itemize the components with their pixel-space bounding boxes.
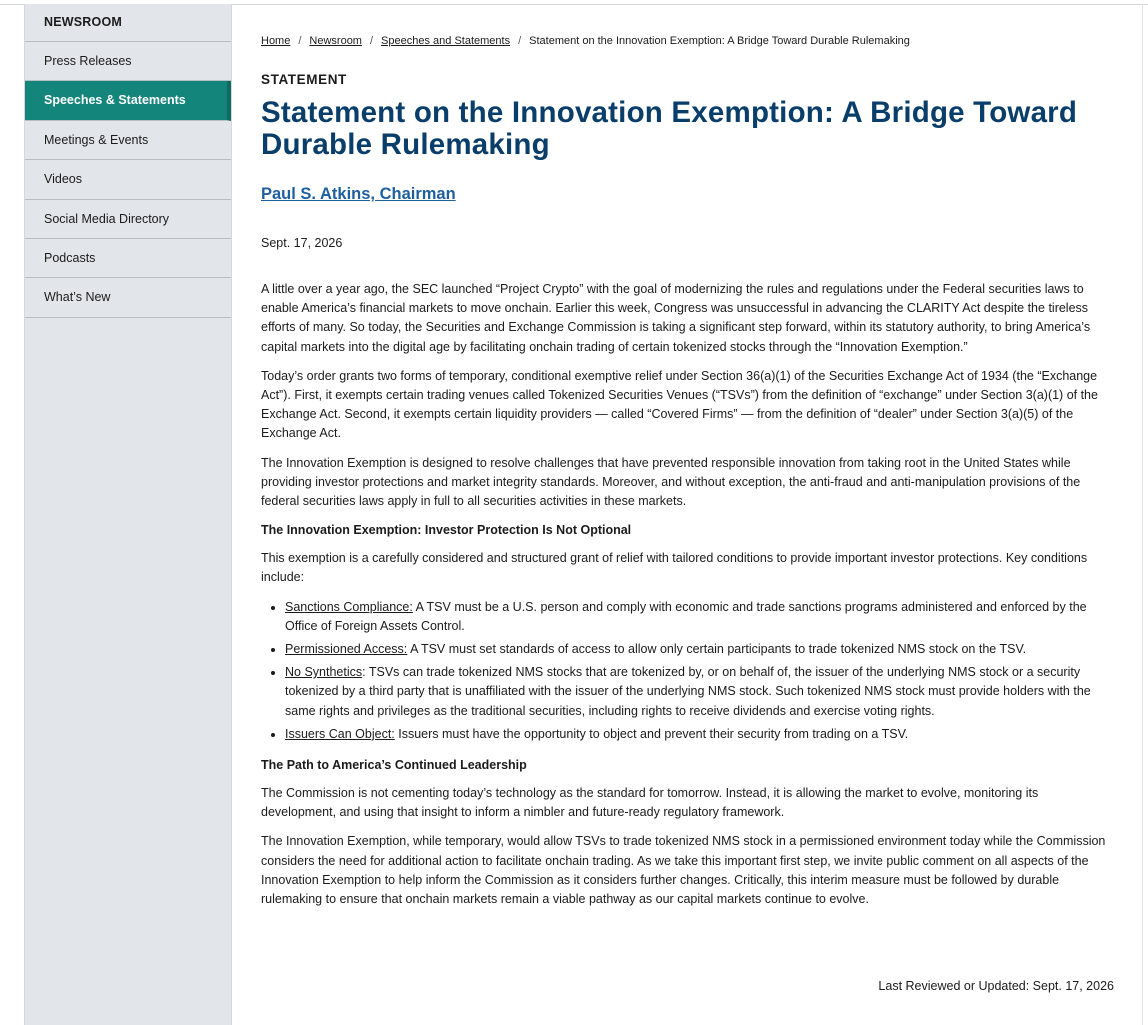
sidebar-nav — [24, 4, 232, 1025]
section-heading: The Path to America’s Continued Leadership — [261, 758, 527, 773]
sidebar-item-podcasts[interactable]: Podcasts — [25, 239, 231, 278]
list-item-text: A TSV must be a U.S. person and comply with economic and trade sanctions programs administered and enforced by the Office of Foreign Assets Control. — [285, 599, 1087, 633]
conditions-list — [261, 598, 1116, 744]
author-link[interactable]: Paul S. Atkins, Chairman — [261, 185, 456, 203]
breadcrumb-separator: / — [369, 35, 374, 47]
sidebar-item-press-releases[interactable]: Press Releases — [25, 42, 231, 81]
last-reviewed-text: Last Reviewed or Updated: Sept. 17, 2026 — [878, 979, 1114, 993]
list-item-text: A TSV must set standards of access to allow only certain participants to trade tokenized NMS stock on the TSV. — [407, 642, 1027, 657]
sidebar-item-speeches-statements[interactable]: Speeches & Statements — [25, 81, 231, 120]
paragraph: A little over a year ago, the SEC launched “Project Crypto” with the goal of modernizing the rules and regulations under the Federal securities laws to enable America’s financial markets to move onchain. Earlier this week, Congress was unsuccessful in advancing the CLARITY Act despite the tireless efforts of many. So today, the Securities and Exchange Commission is taking a significant step forward, within its statutory authority, to bring America’s capital markets into the digital age by facilitating onchain trading of certain tokenized stocks through the “Innovation Exemption.” — [261, 282, 1091, 354]
list-item-lead: Sanctions Compliance: — [285, 599, 413, 614]
list-item-lead: Issuers Can Object: — [285, 726, 395, 741]
section-heading: The Innovation Exemption: Investor Protection Is Not Optional — [261, 523, 632, 538]
sidebar-item-videos[interactable]: Videos — [25, 160, 231, 199]
sidebar-item-whats-new[interactable]: What’s New — [25, 278, 231, 317]
list-item — [285, 598, 1116, 636]
breadcrumb-newsroom-link[interactable]: Newsroom — [309, 35, 362, 47]
article-body — [261, 280, 1116, 909]
page-title: Statement on the Innovation Exemption: A Bridge Toward Durable Rulemaking — [261, 96, 1078, 161]
paragraph: The Innovation Exemption, while temporary, would allow TSVs to trade tokenized NMS stock in a permissioned environment today while the Commission considers the need for additional action to facilitate onchain trading. As we take this important first step, we invite public comment on all aspects of the Innovation Exemption to help inform the Commission as it considers further changes. Critically, this interim measure must be followed by durable rulemaking to ensure that onchain markets remain a viable pathway as our capital markets continue to evolve. — [261, 834, 1106, 907]
breadcrumb-current: Statement on the Innovation Exemption: A Bridge Toward Durable Rulemaking — [529, 35, 910, 47]
paragraph: Today’s order grants two forms of temporary, conditional exemptive relief under Section 36(a)(1) of the Securities Exchange Act of 1934 (the “Exchange Act”). First, it exempts certain trading venues called Tokenized Securities Venues (“TSVs”) from the definition of “exchange” under Section 3(a)(1) of the Exchange Act. Second, it exempts certain liquidity providers — called “Covered Firms” — from the definition of “dealer” under Section 3(a)(5) of the Exchange Act. — [261, 368, 1098, 441]
sidebar-item-meetings-events[interactable]: Meetings & Events — [25, 121, 231, 160]
list-item-lead: No Synthetics — [285, 665, 363, 680]
sidebar-heading[interactable]: NEWSROOM — [25, 4, 231, 42]
paragraph: The Commission is not cementing today’s technology as the standard for tomorrow. Instead, it is allowing the market to evolve, monitoring its development, and using that insight to inform a nimbler and future-ready regulatory framework. — [261, 786, 1039, 820]
breadcrumb-speeches-link[interactable]: Speeches and Statements — [381, 35, 511, 47]
breadcrumb-home-link[interactable]: Home — [261, 35, 291, 47]
right-divider — [1142, 4, 1143, 1025]
list-item — [285, 725, 1116, 744]
article-kicker: STATEMENT — [261, 72, 347, 87]
paragraph: This exemption is a carefully considered and structured grant of relief with tailored conditions to provide important investor protections. Key conditions include: — [261, 551, 1088, 585]
breadcrumb — [261, 30, 1116, 52]
breadcrumb-separator: / — [518, 35, 522, 47]
paragraph: The Innovation Exemption is designed to resolve challenges that have prevented responsible innovation from taking root in the United States while providing investor protections and market integrity standards. Moreover, and without exception, the anti-fraud and anti-manipulation provisions of the federal securities laws apply in full to all securities activities in these markets. — [261, 455, 1081, 509]
list-item — [285, 663, 1116, 721]
publish-date: Sept. 17, 2026 — [261, 236, 343, 250]
list-item-text: : TSVs can trade tokenized NMS stocks that are tokenized by, or on behalf of, the issuer of the underlying NMS stock or a security tokenized by a third party that is unaffiliated with the issuer of the underlying NMS stock. Such tokenized NMS stock must provide holders with the same rights and privileges as the traditional securities, including rights to receive dividends and exercise voting rights. — [285, 665, 1091, 718]
sidebar-item-social-media-directory[interactable]: Social Media Directory — [25, 200, 231, 239]
list-item-lead: Permissioned Access: — [285, 642, 408, 657]
sidebar-list — [25, 42, 231, 318]
list-item-text: Issuers must have the opportunity to object and prevent their security from trading on a TSV. — [394, 726, 909, 741]
main-content — [261, 30, 1116, 919]
list-item — [285, 640, 1116, 659]
breadcrumb-separator: / — [298, 35, 302, 47]
